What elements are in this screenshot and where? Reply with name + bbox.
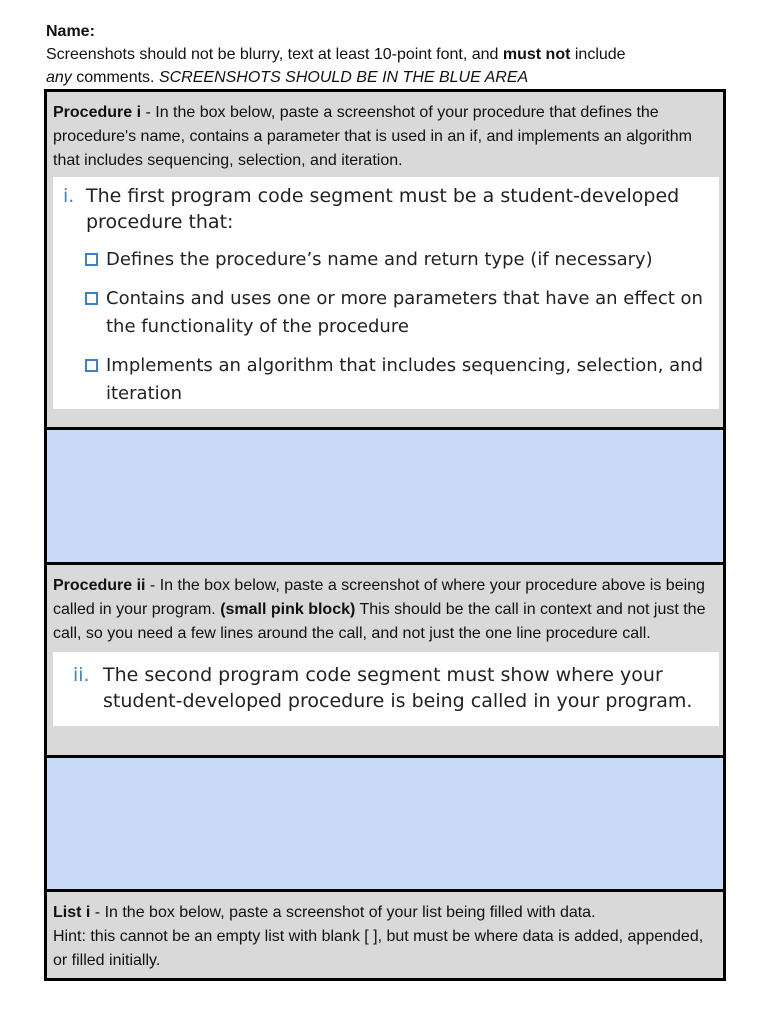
name-label: Name:: [46, 23, 95, 40]
procedure-ii-requirements-card: [53, 652, 719, 726]
checkbox-icon: [85, 292, 98, 305]
list-i-row: [47, 892, 723, 978]
requirements-heading: The first program code segment must be a student-developed procedure that:: [86, 185, 680, 233]
instructions-line-1: Screenshots should not be blurry, text at least 10-point font, and must not include: [46, 46, 626, 63]
procedure-i-instructions: Procedure i - In the box below, paste a screenshot of your procedure that defines the procedure's name, contains a parameter that is used in an if, and implements an algorithm that includes sequencing, selection, and iteration.: [53, 104, 692, 169]
checkbox-icon: [85, 253, 98, 266]
requirement-item: Implements an algorithm that includes sequencing, selection, and iteration: [85, 352, 709, 408]
requirement-item: Defines the procedure’s name and return type (if necessary): [85, 246, 709, 274]
requirement-item: Contains and uses one or more parameters that have an effect on the functionality of the procedure: [85, 285, 709, 341]
list-i-instructions: List i - In the box below, paste a screenshot of your list being filled with data. Hint: this cannot be an empty list with blank [ ], but must be where data is added, appended, or filled initially.: [53, 904, 704, 969]
instructions-line-2: any comments. SCREENSHOTS SHOULD BE IN THE BLUE AREA: [46, 69, 529, 86]
procedure-i-row: [47, 92, 723, 430]
checkbox-icon: [85, 359, 98, 372]
numeral-ii: ii.: [73, 664, 90, 686]
numeral-i: i.: [63, 185, 75, 207]
procedure-i-requirements-card: [53, 177, 719, 409]
procedure-ii-instructions: Procedure ii - In the box below, paste a screenshot of where your procedure above is being called in your program. (small pink block) This should be the call in context and not just the call, so you need a few lines around the call, and not just the one line procedure call.: [53, 577, 706, 642]
procedure-ii-row: [47, 565, 723, 758]
procedure-i-paste-area[interactable]: [47, 430, 723, 565]
procedure-ii-paste-area[interactable]: [47, 758, 723, 892]
submission-table: [44, 89, 726, 981]
requirements-heading: The second program code segment must show where your student-developed procedure is being called in your program.: [103, 664, 693, 712]
document-header: [46, 20, 736, 89]
